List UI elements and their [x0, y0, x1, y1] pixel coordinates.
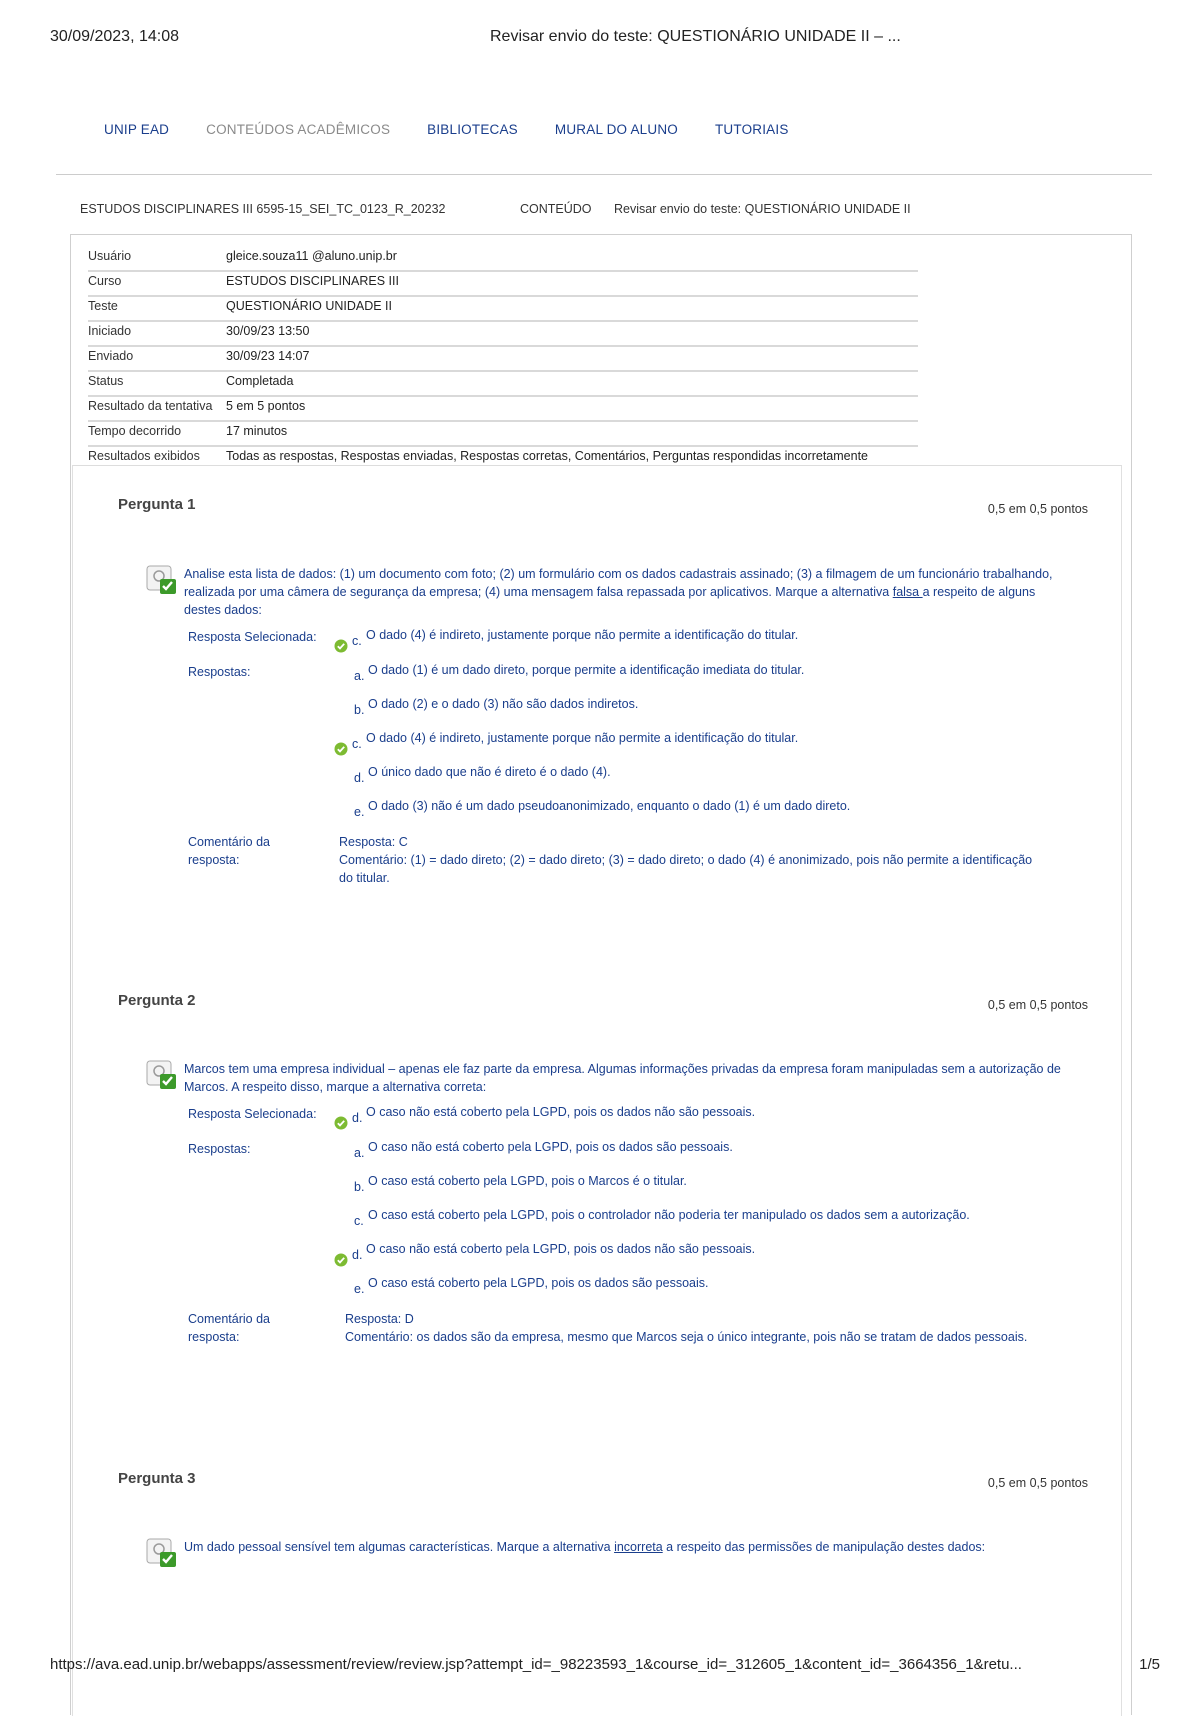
question-text-part: a respeito de alguns destes dados:: [184, 585, 1036, 617]
answer-letter: d.: [354, 771, 365, 785]
graded-correct-icon: [146, 565, 178, 595]
question-score: 0,5 em 0,5 pontos: [987, 502, 1088, 516]
answer-text: O dado (1) é um dado direto, porque permite a identificação imediata do titular.: [368, 663, 805, 677]
attempt-info-table: [88, 247, 918, 470]
check-icon: [334, 1253, 348, 1267]
answer-letter: b.: [354, 703, 365, 717]
check-icon: [334, 742, 348, 756]
question-title: Pergunta 2: [118, 992, 196, 1009]
answer-option: [354, 697, 639, 717]
answer-option: [354, 663, 805, 683]
answer-option-correct: [352, 1242, 756, 1262]
info-value: gleice.souza11 @aluno.unip.br: [226, 249, 397, 263]
nav-unip-ead[interactable]: UNIP EAD: [104, 122, 170, 137]
answer-option: [354, 1140, 733, 1160]
answer-comment: [345, 1310, 1045, 1346]
graded-correct-icon: [146, 1060, 178, 1090]
answer-comment: [339, 833, 1039, 887]
selected-answer: [352, 628, 799, 648]
comment-label: Comentário da resposta:: [188, 1312, 270, 1344]
info-label: Resultados exibidos: [88, 449, 200, 463]
top-nav: [104, 122, 789, 137]
answer-text: O caso não está coberto pela LGPD, pois os dados não são pessoais.: [366, 1242, 756, 1256]
answers-label: Respostas:: [188, 1142, 251, 1156]
check-icon: [334, 1116, 348, 1130]
info-value: 30/09/23 14:07: [226, 349, 310, 363]
question-score: 0,5 em 0,5 pontos: [987, 1476, 1088, 1490]
answer-letter: a.: [354, 669, 365, 683]
answer-letter: a.: [354, 1146, 365, 1160]
question-text-part: Marcos tem uma empresa individual – apenas ele faz parte da empresa. Algumas informações privadas da empresa foram manipuladas sem a autorização de Marcos. A respeito disso, marque a alternativa correta:: [184, 1062, 1061, 1094]
comment-text: Comentário: os dados são da empresa, mesmo que Marcos seja o único integrante, pois não se tratam de dados pessoais.: [345, 1330, 1028, 1344]
info-value: QUESTIONÁRIO UNIDADE II: [226, 299, 392, 313]
answer-text: O caso está coberto pela LGPD, pois o controlador não poderia ter manipulado os dados sem a autorização.: [368, 1208, 970, 1222]
selected-answer-label: Resposta Selecionada:: [188, 1107, 317, 1121]
comment-answer: Resposta: C: [339, 835, 408, 849]
breadcrumb-section[interactable]: CONTEÚDO: [520, 202, 592, 216]
info-row: [88, 397, 918, 422]
answer-option: [354, 799, 851, 819]
answer-letter: e.: [354, 1282, 365, 1296]
info-value: 17 minutos: [226, 424, 288, 438]
comment-text: Comentário: (1) = dado direto; (2) = dado direto; (3) = dado direto; o dado (4) é anonimizado, pois não permite a identificação do titular.: [339, 853, 1033, 885]
answer-text: O dado (2) e o dado (3) não são dados indiretos.: [368, 697, 639, 711]
answer-letter: c.: [352, 634, 362, 648]
info-value: Completada: [226, 374, 294, 388]
question-text-part: Analise esta lista de dados: (1) um documento com foto; (2) um formulário com os dados cadastrais assinado; (3) a filmagem de um funcionário trabalhando, realizada por uma câmera de segurança da empresa; (4) uma mensagem falsa repassada por aplicativos. Marque a alternativa: [184, 567, 1053, 599]
nav-conteudos-academicos[interactable]: CONTEÚDOS ACADÊMICOS: [206, 122, 391, 137]
comment-label: Comentário da resposta:: [188, 835, 270, 867]
answer-letter: e.: [354, 805, 365, 819]
question-title: Pergunta 3: [118, 1470, 196, 1487]
breadcrumb-page: Revisar envio do teste: QUESTIONÁRIO UNIDADE II: [614, 202, 911, 216]
answer-letter: c.: [354, 1214, 364, 1228]
info-row: [88, 422, 918, 447]
nav-tutoriais[interactable]: TUTORIAIS: [714, 122, 789, 137]
answer-letter: d.: [352, 1248, 363, 1262]
info-label: Curso: [88, 274, 122, 288]
answer-text: O único dado que não é direto é o dado (4).: [368, 765, 611, 779]
answer-text: O caso está coberto pela LGPD, pois os dados são pessoais.: [368, 1276, 709, 1290]
info-row: [88, 322, 918, 347]
answer-option: [354, 1208, 970, 1228]
answer-option: [354, 765, 611, 785]
answer-letter: c.: [352, 737, 362, 751]
question-score: 0,5 em 0,5 pontos: [987, 998, 1088, 1012]
question-text-emphasis: falsa: [892, 585, 923, 599]
print-page-number: 1/5: [1139, 1656, 1160, 1673]
info-label: Tempo decorrido: [88, 424, 182, 438]
nav-divider: [56, 174, 1152, 175]
answer-option-correct: [352, 731, 799, 751]
info-label: Resultado da tentativa: [88, 399, 213, 413]
info-row: [88, 372, 918, 397]
nav-mural-do-aluno[interactable]: MURAL DO ALUNO: [554, 122, 678, 137]
question-text: [184, 565, 1064, 619]
nav-bibliotecas[interactable]: BIBLIOTECAS: [427, 122, 518, 137]
check-icon: [334, 639, 348, 653]
print-date: 30/09/2023, 14:08: [50, 28, 180, 45]
info-value: 5 em 5 pontos: [226, 399, 306, 413]
answer-text: O caso não está coberto pela LGPD, pois os dados não são pessoais.: [366, 1105, 756, 1119]
info-row: [88, 347, 918, 372]
selected-answer: [352, 1105, 756, 1125]
answer-text: O caso não está coberto pela LGPD, pois os dados são pessoais.: [368, 1140, 733, 1154]
info-row: [88, 447, 918, 470]
question-text-part: Um dado pessoal sensível tem algumas características. Marque a alternativa: [184, 1540, 615, 1554]
comment-answer: Resposta: D: [345, 1312, 414, 1326]
answer-text: O dado (4) é indireto, justamente porque não permite a identificação do titular.: [366, 731, 799, 745]
answer-option: [354, 1276, 709, 1296]
question-text-part: a respeito das permissões de manipulação destes dados:: [662, 1540, 986, 1554]
info-row: [88, 272, 918, 297]
answer-option: [354, 1174, 687, 1194]
info-row: [88, 247, 918, 272]
info-label: Usuário: [88, 249, 132, 263]
breadcrumb-course[interactable]: ESTUDOS DISCIPLINARES III 6595-15_SEI_TC_0123_R_20232: [80, 202, 446, 216]
question-text-emphasis: incorreta: [614, 1540, 663, 1554]
info-row: [88, 297, 918, 322]
answer-text: O dado (3) não é um dado pseudoanonimizado, enquanto o dado (1) é um dado direto.: [368, 799, 851, 813]
answers-label: Respostas:: [188, 665, 251, 679]
info-label: Enviado: [88, 349, 134, 363]
answer-text: O dado (4) é indireto, justamente porque não permite a identificação do titular.: [366, 628, 799, 642]
answer-letter: b.: [354, 1180, 365, 1194]
info-value: 30/09/23 13:50: [226, 324, 310, 338]
answer-letter: d.: [352, 1111, 363, 1125]
selected-answer-label: Resposta Selecionada:: [188, 630, 317, 644]
info-value: ESTUDOS DISCIPLINARES III: [226, 274, 399, 288]
question-text: [184, 1538, 1044, 1556]
info-label: Teste: [88, 299, 118, 313]
info-value: Todas as respostas, Respostas enviadas, Respostas corretas, Comentários, Perguntas respondidas incorretamente: [226, 449, 868, 463]
print-url: https://ava.ead.unip.br/webapps/assessment/review/review.jsp?attempt_id=_98223593_1&course_id=_312605_1&content_id=_3664356_1&retu...: [50, 1656, 1022, 1673]
graded-correct-icon: [146, 1538, 178, 1568]
info-label: Status: [88, 374, 124, 388]
question-title: Pergunta 1: [118, 496, 196, 513]
question-text: [184, 1060, 1064, 1096]
info-label: Iniciado: [88, 324, 132, 338]
print-title: Revisar envio do teste: QUESTIONÁRIO UNIDADE II – ...: [490, 28, 901, 45]
answer-text: O caso está coberto pela LGPD, pois o Marcos é o titular.: [368, 1174, 687, 1188]
